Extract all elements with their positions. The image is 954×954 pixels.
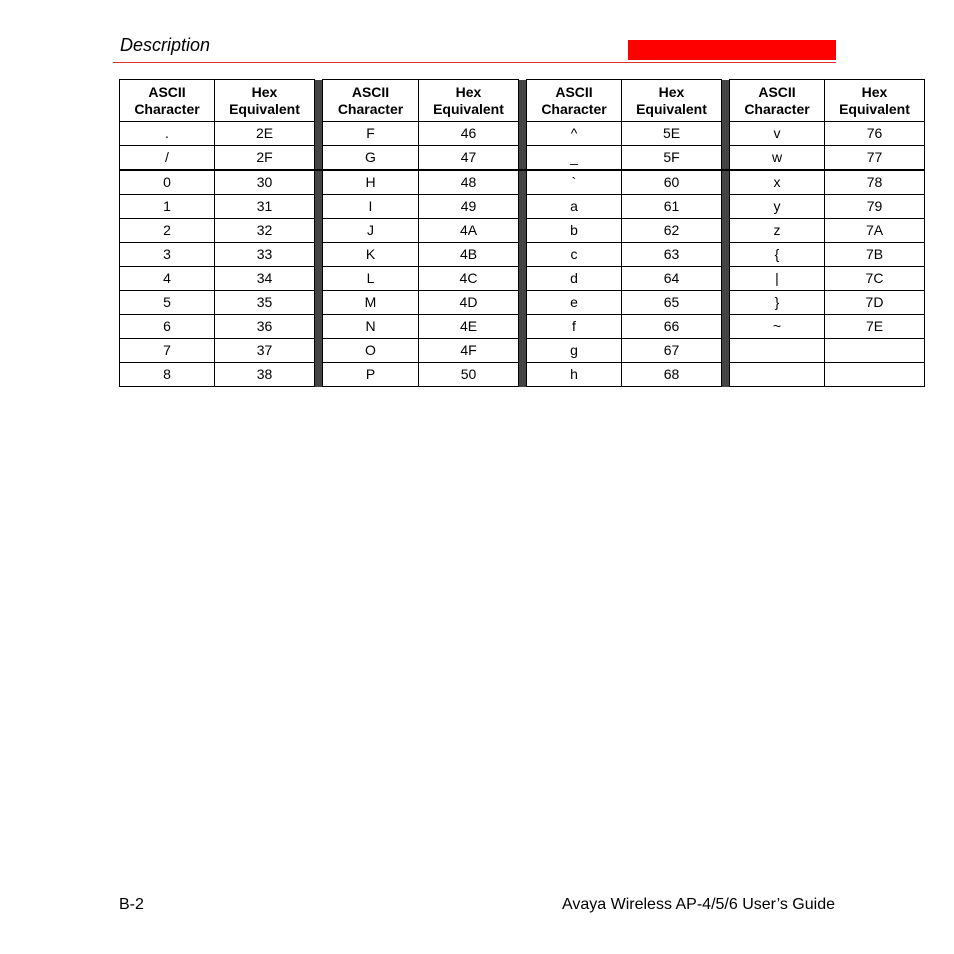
hex-value-cell: 7A: [825, 219, 925, 243]
ascii-character-cell: J: [323, 219, 419, 243]
column-separator: [315, 315, 323, 339]
header-divider: [113, 62, 836, 63]
column-separator: [722, 363, 730, 387]
column-separator: [315, 195, 323, 219]
ascii-character-cell: |: [730, 267, 825, 291]
table-header-row: [120, 80, 925, 122]
hex-value-cell: 68: [622, 363, 722, 387]
ascii-character-cell: M: [323, 291, 419, 315]
column-separator: [722, 339, 730, 363]
hex-value-cell: 37: [215, 339, 315, 363]
hex-value-cell: 5E: [622, 122, 722, 146]
table-row: [120, 195, 925, 219]
hex-value-cell: 34: [215, 267, 315, 291]
column-header: Hex Equivalent: [825, 80, 925, 122]
hex-value-cell: 36: [215, 315, 315, 339]
hex-value-cell: 32: [215, 219, 315, 243]
hex-value-cell: 4A: [419, 219, 519, 243]
hex-value-cell: [825, 339, 925, 363]
ascii-character-cell: h: [527, 363, 622, 387]
ascii-character-cell: {: [730, 243, 825, 267]
column-separator: [519, 122, 527, 146]
ascii-character-cell: 7: [120, 339, 215, 363]
hex-value-cell: 79: [825, 195, 925, 219]
column-separator: [722, 315, 730, 339]
ascii-character-cell: _: [527, 146, 622, 171]
hex-value-cell: 7E: [825, 315, 925, 339]
hex-value-cell: 48: [419, 170, 519, 195]
hex-value-cell: 67: [622, 339, 722, 363]
hex-value-cell: 7B: [825, 243, 925, 267]
guide-title: Avaya Wireless AP-4/5/6 User’s Guide: [561, 896, 835, 913]
column-separator: [722, 195, 730, 219]
column-separator: [519, 363, 527, 387]
column-separator: [315, 267, 323, 291]
ascii-character-cell: 8: [120, 363, 215, 387]
column-separator: [315, 219, 323, 243]
hex-value-cell: 33: [215, 243, 315, 267]
ascii-character-cell: [730, 363, 825, 387]
hex-value-cell: 78: [825, 170, 925, 195]
column-separator: [722, 267, 730, 291]
ascii-character-cell: a: [527, 195, 622, 219]
table-row: [120, 170, 925, 195]
hex-value-cell: [825, 363, 925, 387]
column-separator: [519, 219, 527, 243]
column-separator: [315, 122, 323, 146]
ascii-character-cell: I: [323, 195, 419, 219]
ascii-character-cell: P: [323, 363, 419, 387]
hex-value-cell: 30: [215, 170, 315, 195]
hex-value-cell: 38: [215, 363, 315, 387]
ascii-character-cell: d: [527, 267, 622, 291]
ascii-character-cell: c: [527, 243, 622, 267]
hex-value-cell: 46: [419, 122, 519, 146]
ascii-character-cell: }: [730, 291, 825, 315]
hex-value-cell: 2F: [215, 146, 315, 171]
hex-value-cell: 62: [622, 219, 722, 243]
column-separator: [519, 291, 527, 315]
column-header: Hex Equivalent: [622, 80, 722, 122]
ascii-character-cell: [730, 339, 825, 363]
hex-value-cell: 50: [419, 363, 519, 387]
hex-value-cell: 60: [622, 170, 722, 195]
hex-value-cell: 65: [622, 291, 722, 315]
table-row: [120, 363, 925, 387]
column-separator: [315, 243, 323, 267]
ascii-character-cell: x: [730, 170, 825, 195]
column-separator: [722, 291, 730, 315]
ascii-character-cell: O: [323, 339, 419, 363]
ascii-character-cell: .: [120, 122, 215, 146]
column-header: ASCII Character: [120, 80, 215, 122]
ascii-character-cell: y: [730, 195, 825, 219]
column-separator: [722, 80, 730, 122]
ascii-character-cell: z: [730, 219, 825, 243]
column-separator: [315, 339, 323, 363]
hex-value-cell: 64: [622, 267, 722, 291]
column-header: Hex Equivalent: [215, 80, 315, 122]
hex-value-cell: 2E: [215, 122, 315, 146]
hex-value-cell: 77: [825, 146, 925, 171]
ascii-character-cell: 0: [120, 170, 215, 195]
hex-value-cell: 7D: [825, 291, 925, 315]
ascii-character-cell: ~: [730, 315, 825, 339]
hex-value-cell: 4F: [419, 339, 519, 363]
ascii-character-cell: f: [527, 315, 622, 339]
ascii-character-cell: 1: [120, 195, 215, 219]
column-separator: [315, 363, 323, 387]
hex-value-cell: 5F: [622, 146, 722, 171]
column-separator: [519, 80, 527, 122]
ascii-character-cell: e: [527, 291, 622, 315]
ascii-character-cell: 6: [120, 315, 215, 339]
ascii-character-cell: N: [323, 315, 419, 339]
column-separator: [722, 146, 730, 171]
ascii-character-cell: g: [527, 339, 622, 363]
ascii-character-cell: 2: [120, 219, 215, 243]
ascii-character-cell: b: [527, 219, 622, 243]
table-row: [120, 339, 925, 363]
header-accent-bar: [628, 40, 836, 60]
ascii-character-cell: ^: [527, 122, 622, 146]
column-separator: [315, 291, 323, 315]
section-title: Description: [120, 35, 211, 55]
column-separator: [519, 339, 527, 363]
table-row: [120, 219, 925, 243]
column-separator: [519, 315, 527, 339]
column-separator: [519, 195, 527, 219]
hex-value-cell: 7C: [825, 267, 925, 291]
ascii-character-cell: G: [323, 146, 419, 171]
hex-value-cell: 66: [622, 315, 722, 339]
ascii-hex-table: [119, 79, 925, 387]
column-header: ASCII Character: [730, 80, 825, 122]
column-header: ASCII Character: [527, 80, 622, 122]
hex-value-cell: 63: [622, 243, 722, 267]
hex-value-cell: 49: [419, 195, 519, 219]
column-separator: [722, 170, 730, 195]
ascii-character-cell: v: [730, 122, 825, 146]
column-separator: [519, 146, 527, 171]
hex-value-cell: 76: [825, 122, 925, 146]
hex-value-cell: 31: [215, 195, 315, 219]
column-header: Hex Equivalent: [419, 80, 519, 122]
column-separator: [722, 122, 730, 146]
column-separator: [722, 219, 730, 243]
ascii-character-cell: L: [323, 267, 419, 291]
ascii-character-cell: K: [323, 243, 419, 267]
ascii-character-cell: 3: [120, 243, 215, 267]
column-header: ASCII Character: [323, 80, 419, 122]
ascii-character-cell: 4: [120, 267, 215, 291]
ascii-character-cell: w: [730, 146, 825, 171]
hex-value-cell: 61: [622, 195, 722, 219]
page-number: B-2: [119, 896, 144, 913]
column-separator: [315, 80, 323, 122]
ascii-character-cell: `: [527, 170, 622, 195]
table-row: [120, 267, 925, 291]
hex-value-cell: 4C: [419, 267, 519, 291]
column-separator: [519, 267, 527, 291]
table-row: [120, 291, 925, 315]
hex-value-cell: 4D: [419, 291, 519, 315]
hex-value-cell: 4E: [419, 315, 519, 339]
hex-value-cell: 47: [419, 146, 519, 171]
table-row: [120, 122, 925, 146]
hex-value-cell: 35: [215, 291, 315, 315]
column-separator: [722, 243, 730, 267]
column-separator: [519, 243, 527, 267]
hex-value-cell: 4B: [419, 243, 519, 267]
table-row: [120, 146, 925, 171]
ascii-character-cell: 5: [120, 291, 215, 315]
column-separator: [315, 146, 323, 171]
column-separator: [315, 170, 323, 195]
table-row: [120, 243, 925, 267]
column-separator: [519, 170, 527, 195]
ascii-character-cell: H: [323, 170, 419, 195]
ascii-character-cell: /: [120, 146, 215, 171]
table-row: [120, 315, 925, 339]
ascii-character-cell: F: [323, 122, 419, 146]
